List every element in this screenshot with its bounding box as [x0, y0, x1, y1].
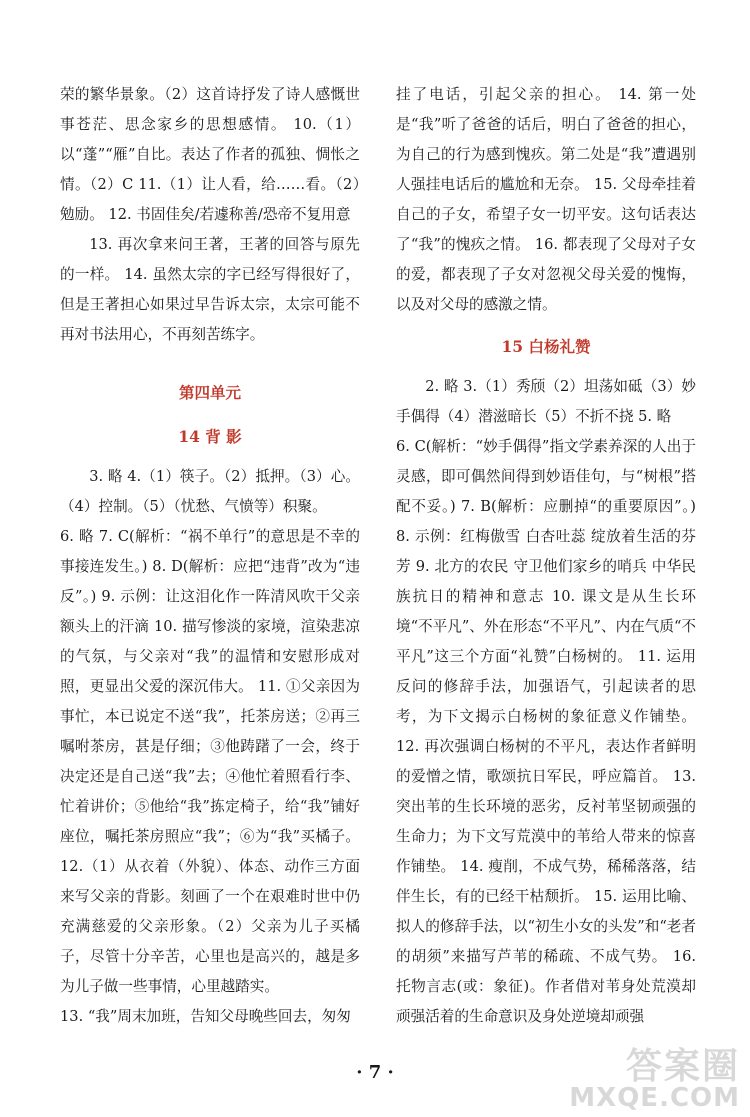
left-column	[60, 80, 360, 1032]
lesson-heading-14: 14 背 影	[178, 427, 242, 446]
answer-paragraph: 荣的繁华景象。（2）这首诗抒发了诗人感慨世事苍茫、思念家乡的思想感情。 10.（1）以“蓬”“雁”自比。表达了作者的孤独、惆怅之情。（2）C 11.（1）让人看，给……看。（2）勉励。 12. 书固佳矣/若遽称善/恐帝不复用意	[60, 86, 360, 223]
watermark-url: MXQE.COM	[569, 1083, 740, 1113]
answer-paragraph: 2. 略 3.（1）秀颀（2）坦荡如砥（3）妙手偶得（4）潜滋暗长（5）不折不挠 5. 略	[396, 378, 696, 425]
lesson-heading-15: 15 白杨礼赞	[501, 337, 591, 356]
answer-paragraph: 6. 略 7. C(解析：“祸不单行”的意思是不幸的事接连发生。) 8. D(解析：应把“违背”改为“违反”。) 9. 示例：让这泪化作一阵清风吹干父亲额头上的汗滴 10. 描写惨淡的家境，渲染悲凉的气氛，与父亲对“我”的温情和安慰形成对照，更显出父爱的深沉伟大。 11. ①父亲因为事忙，本已说定不送“我”，托茶房送；②再三嘱咐茶房，甚是仔细；③他踌躇了一会，终于决定还是自己送“我”去；④他忙着照看行李、忙着讲价；⑤他给“我”拣定椅子，给“我”铺好座位，嘱托茶房照应“我”；⑥为“我”买橘子。 12.（1）从衣着（外貌）、体态、动作三方面来写父亲的背影。刻画了一个在艰难时世中仍充满慈爱的父亲形象。（2）父亲为儿子买橘子，尽管十分辛苦，心里也是高兴的，越是多为儿子做一些事情，心里越踏实。	[60, 528, 360, 995]
answer-paragraph: 13. 再次拿来问王著，王著的回答与原先的一样。 14. 虽然太宗的字已经写得很好了，但是王著担心如果过早告诉太宗，太宗可能不再对书法用心，不再刻苦练字。	[60, 236, 360, 343]
answer-paragraph: 6. C(解析：“妙手偶得”指文学素养深的人出于灵感，即可偶然间得到妙语佳句，与“树根”搭配不妥。) 7. B(解析：应删掉“的重要原因”。) 8. 示例：红梅傲雪 白杏吐蕊 绽放着生活的芬芳 9. 北方的农民 守卫他们家乡的哨兵 中华民族抗日的精神和意志 10. 课文是从生长环境“不平凡”、外在形态“不平凡”、内在气质“不平凡”这三个方面“礼赞”白杨树的。 11. 运用反问的修辞手法，加强语气，引起读者的思考，为下文揭示白杨树的象征意义作铺垫。 12. 再次强调白杨树的不平凡，表达作者鲜明的爱憎之情，歌颂抗日军民，呼应篇首。 13. 突出苇的生长环境的恶劣，反衬苇坚韧顽强的生命力；为下文写荒漠中的苇给人带来的惊喜作铺垫。 14. 瘦削，不成气势，稀稀落落，结伴生长，有的已经干枯颓折。 15. 运用比喻、拟人的修辞手法，以“初生小女的头发”和“老者的胡须”来描写芦苇的稀疏、不成气势。 16. 托物言志(或：象征)。作者借对苇身处荒漠却顽强活着的生命意识及身处逆境却顽强	[396, 438, 696, 1025]
answer-paragraph: 13. “我”周末加班，告知父母晚些回去，匆匆	[60, 1008, 351, 1025]
answer-paragraph: 挂了电话，引起父亲的担心。 14. 第一处是“我”听了爸爸的话后，明白了爸爸的担心，为自己的行为感到愧疚。第二处是“我”遭遇别人强挂电话后的尴尬和无奈。 15. 父母牵挂着自己的子女，希望子女一切平安。这句话表达了“我”的愧疚之情。 16. 都表现了父母对子女的爱，都表现了子女对忽视父母关爱的愧悔，以及对父母的感激之情。	[396, 86, 696, 313]
page-number: · 7 ·	[356, 1062, 394, 1083]
unit-heading: 第四单元	[178, 383, 241, 402]
answer-paragraph: 3. 略 4.（1）筷子。（2）抵押。（3）心。（4）控制。（5）（忧愁、气愤等）积聚。	[60, 468, 360, 515]
watermark-logo	[569, 1038, 740, 1113]
right-column	[396, 80, 696, 1032]
watermark-logo-text: 答案圈	[625, 1046, 740, 1087]
